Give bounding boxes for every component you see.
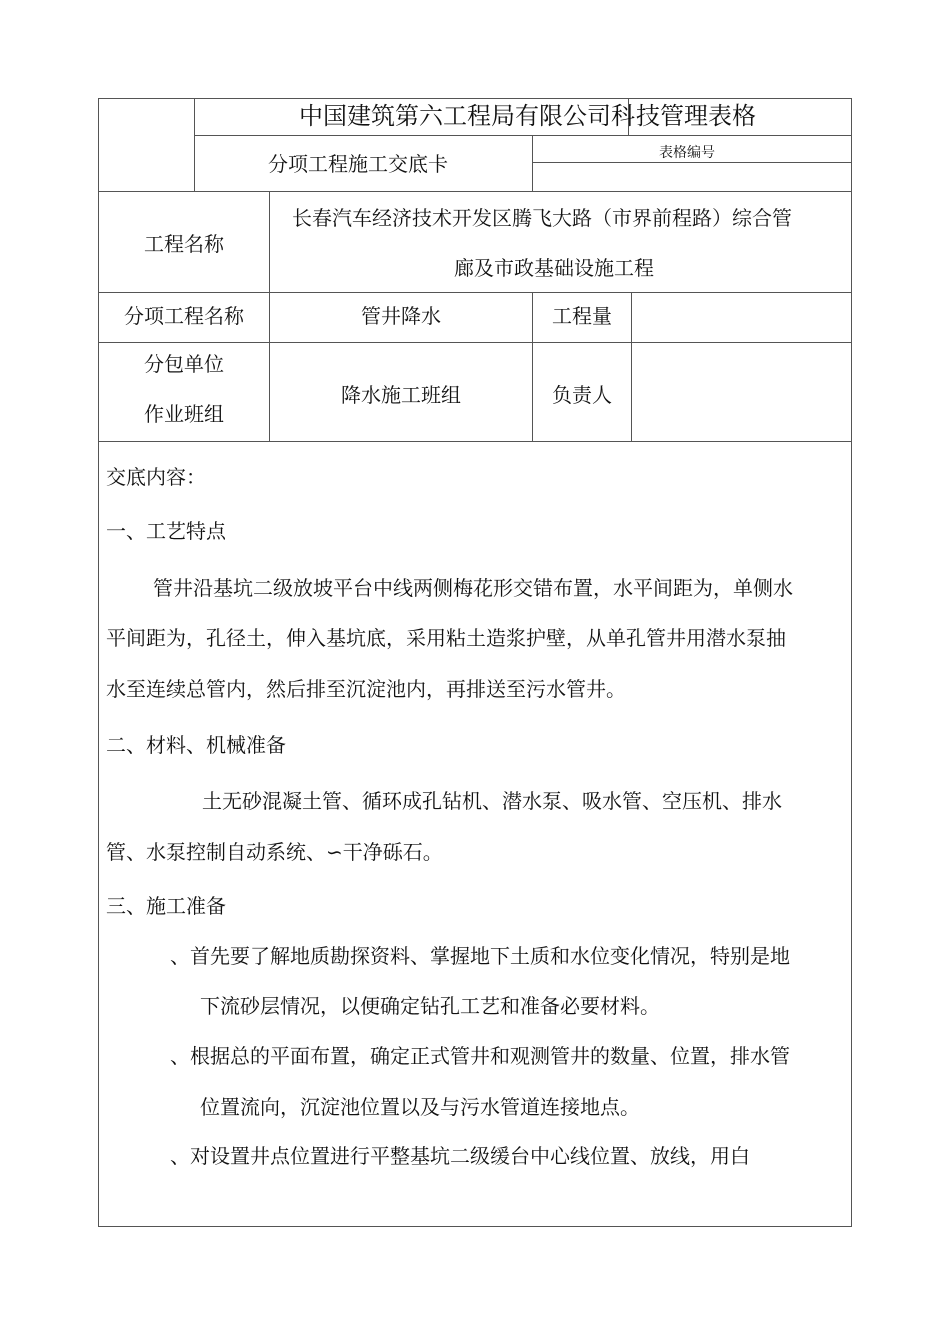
content-heading: 交底内容： — [106, 465, 206, 489]
header-card-divider — [532, 135, 533, 192]
project-name-line2: 廊及市政基础设施工程 — [454, 256, 654, 280]
work-team-value: 降水施工班组 — [341, 383, 461, 407]
card-title: 分项工程施工交底卡 — [268, 152, 448, 176]
section-2-title: 二、材料、机械准备 — [106, 733, 286, 757]
form-number-divider — [532, 162, 852, 163]
header-mid-line — [194, 135, 852, 136]
subitem-name-label: 分项工程名称 — [124, 304, 244, 328]
header-logo-divider — [194, 98, 195, 192]
header-bottom-line — [98, 191, 852, 192]
quantity-value-left — [631, 292, 632, 442]
company-title-tail: 技管理表格 — [636, 102, 756, 130]
section-3-item-2-line-2: 位置流向，沉淀池位置以及与污水管道连接地点。 — [200, 1095, 640, 1119]
table-border-top — [98, 98, 852, 99]
subitem-row-bottom — [98, 342, 852, 343]
section-3-title: 三、施工准备 — [106, 894, 226, 918]
table-border-right — [851, 98, 852, 1227]
quantity-label: 工程量 — [552, 304, 612, 328]
table-border-bottom — [98, 1226, 852, 1227]
section-3-item-2-line-1: 、根据总的平面布置，确定正式管井和观测管井的数量、位置，排水管 — [170, 1044, 790, 1068]
subitem-name-value: 管井降水 — [361, 304, 441, 328]
section-1-title: 一、工艺特点 — [106, 519, 226, 543]
form-number-label: 表格编号 — [659, 145, 715, 161]
company-title: 中国建筑第六工程局有限公司科 — [299, 102, 635, 130]
section-3-item-1-line-2: 下流砂层情况，以便确定钻孔工艺和准备必要材料。 — [200, 994, 660, 1018]
section-1-line-2: 平间距为，孔径土，伸入基坑底，采用粘土造浆护壁，从单孔管井用潜水泵抽 — [106, 626, 786, 650]
table-border-left — [98, 98, 99, 1227]
project-name-label: 工程名称 — [144, 232, 224, 256]
section-1-line-1: 管井沿基坑二级放坡平台中线两侧梅花形交错布置，水平间距为，单侧水 — [153, 576, 793, 600]
work-team-label: 作业班组 — [144, 402, 224, 426]
project-name-line1: 长春汽车经济技术开发区腾飞大路（市界前程路）综合管 — [292, 206, 792, 230]
responsible-label: 负责人 — [552, 383, 612, 407]
section-2-line-2: 管、水泵控制自动系统、∽干净砾石。 — [106, 840, 443, 864]
subcontract-label: 分包单位 — [144, 352, 224, 376]
section-2-line-1: 土无砂混凝土管、循环成孔钻机、潜水泵、吸水管、空压机、排水 — [202, 789, 782, 813]
info-section-bottom — [98, 441, 852, 442]
project-row-bottom — [98, 292, 852, 293]
section-1-line-3: 水至连续总管内，然后排至沉淀池内，再排送至污水管井。 — [106, 677, 626, 701]
section-3-item-3-line-1: 、对设置井点位置进行平整基坑二级缓台中心线位置、放线，用白 — [170, 1144, 750, 1168]
section-3-item-1-line-1: 、首先要了解地质勘探资料、掌握地下土质和水位变化情况，特别是地 — [170, 944, 790, 968]
